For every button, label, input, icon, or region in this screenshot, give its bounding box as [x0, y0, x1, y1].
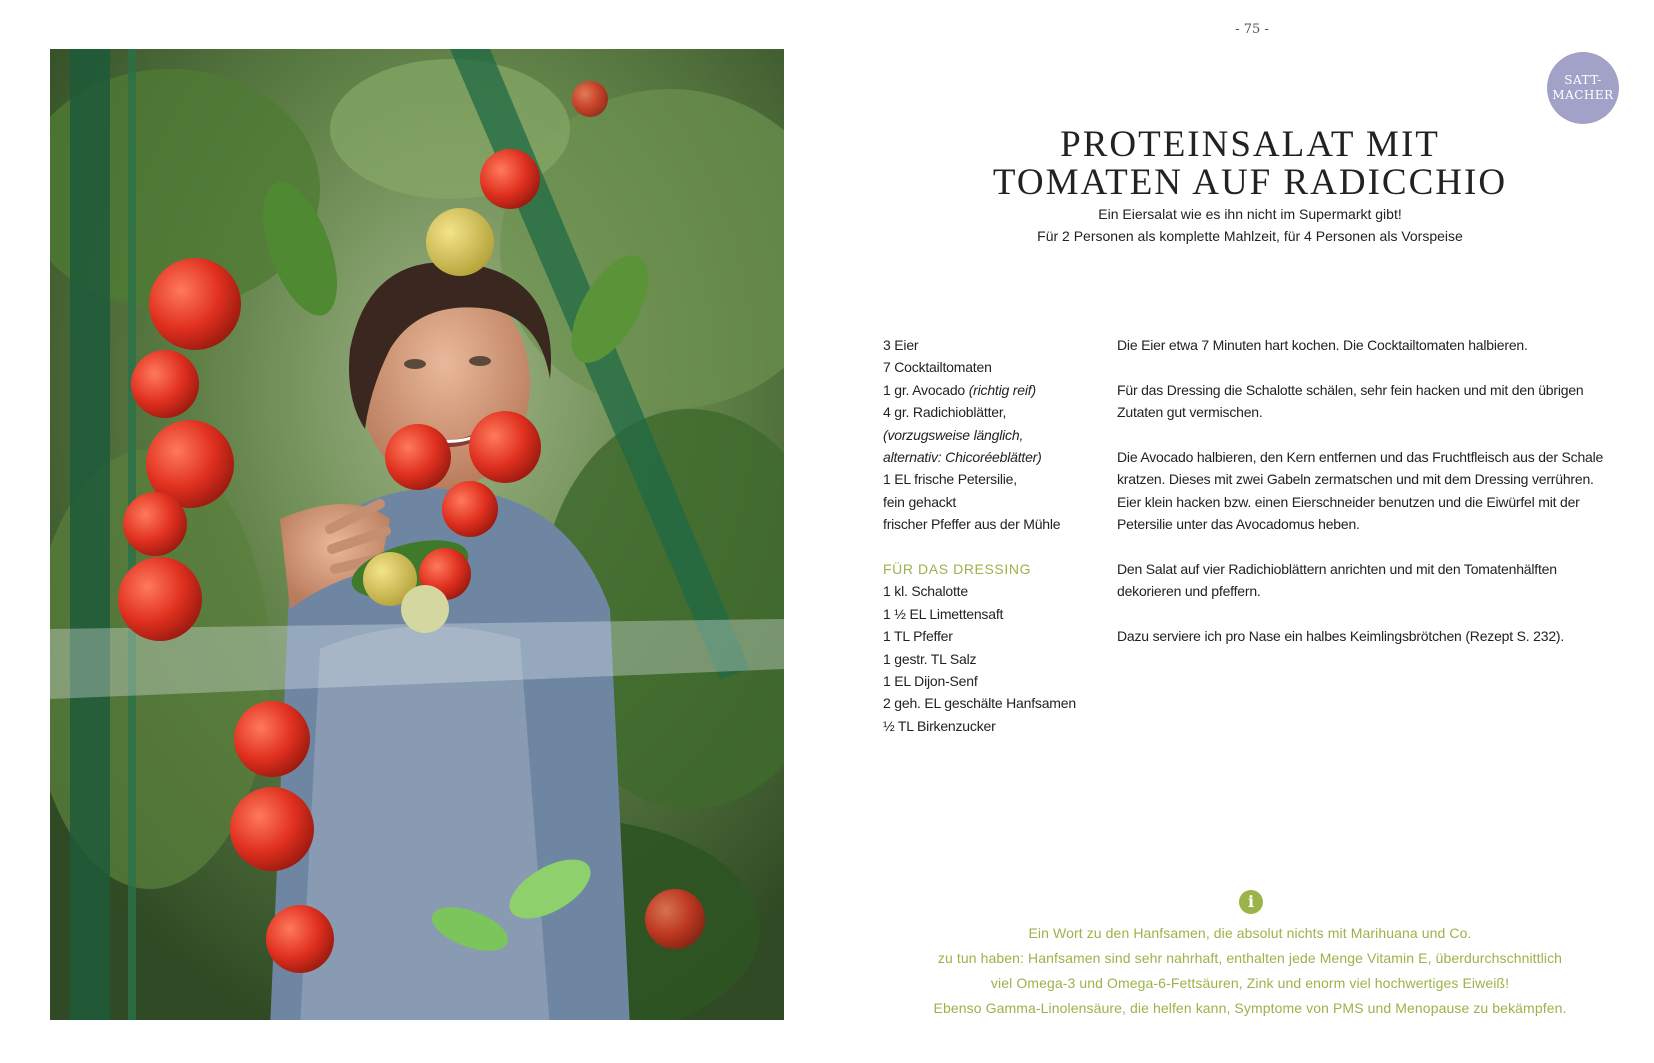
info-note-line: Ein Wort zu den Hanfsamen, die absolut nichts mit Marihuana und Co. [1028, 925, 1472, 941]
instructions [1117, 334, 1617, 670]
ingredient-item: 3 Eier [883, 337, 919, 353]
ingredient-item: 4 gr. Radichioblätter, [883, 404, 1007, 421]
info-note-line: Ebenso Gamma-Linolensäure, die helfen kann, Symptome von PMS und Menopause zu bekämpfen. [933, 1000, 1567, 1016]
ingredient-text: 1 gr. Avocado [883, 381, 965, 398]
instruction-step: Dazu serviere ich pro Nase ein halbes Keimlingsbrötchen (Rezept S. 232). [1117, 628, 1565, 645]
instruction-step: Für das Dressing die Schalotte schälen, sehr fein hacken und mit den übrigen Zutaten gut vermischen. [1117, 381, 1584, 421]
dressing-item: 1 ½ EL Limettensaft [883, 605, 1004, 622]
category-badge [1547, 52, 1619, 124]
ingredient-item [883, 379, 1113, 401]
info-note-line: viel Omega-3 und Omega-6-Fettsäuren, Zink und enorm viel hochwertiges Eiweiß! [990, 975, 1510, 991]
instruction-step: Die Eier etwa 7 Minuten hart kochen. Die Cocktailtomaten halbieren. [1117, 337, 1528, 353]
dressing-heading: FÜR DAS DRESSING [883, 561, 1032, 578]
info-icon: i [1239, 890, 1263, 914]
badge-line-2: MACHER [1552, 88, 1614, 102]
dressing-item: 1 kl. Schalotte [883, 583, 968, 600]
dressing-item: 1 EL Dijon-Senf [883, 673, 978, 690]
recipe-title [900, 126, 1600, 202]
dressing-item: 2 geh. EL geschälte Hanfsamen [883, 695, 1076, 712]
ingredient-item: fein gehackt [883, 493, 957, 510]
instruction-step: Die Avocado halbieren, den Kern entfernen und das Fruchtfleisch aus der Schale kratzen. Dieses mit zwei Gabeln zermatschen und mit dem Dressing verrühren. Eier klein hacken bzw. einen Eierschneider benutzen und die Eiwürfel mit der Petersilie unter das Avocadomus heben. [1117, 449, 1604, 533]
subtitle-line-1: Ein Eiersalat wie es ihn nicht im Supermarkt gibt! [1098, 206, 1402, 222]
ingredient-item: frischer Pfeffer aus der Mühle [883, 516, 1061, 533]
dressing-item: 1 TL Pfeffer [883, 628, 953, 645]
title-line-2: TOMATEN AUF RADICCHIO [992, 162, 1508, 203]
recipe-subtitle [900, 203, 1600, 247]
badge-line-1: SATT- [1564, 73, 1602, 87]
subtitle-line-2: Für 2 Personen als komplette Mahlzeit, für 4 Personen als Vorspeise [1037, 228, 1463, 244]
ingredient-item: alternativ: Chicoréeblätter) [883, 449, 1042, 466]
ingredient-list [883, 334, 1113, 737]
dressing-item: 1 gestr. TL Salz [883, 650, 977, 667]
instruction-step: Den Salat auf vier Radichioblättern anrichten und mit den Tomatenhälften dekorieren und pfeffern. [1117, 561, 1557, 600]
ingredient-item: 1 EL frische Petersilie, [883, 471, 1017, 488]
ingredient-item: 7 Cocktailtomaten [883, 359, 992, 376]
ingredient-note: (richtig reif) [968, 381, 1036, 398]
info-note [900, 921, 1600, 1021]
title-line-1: PROTEINSALAT MIT [1060, 124, 1440, 165]
info-note-line: zu tun haben: Hanfsamen sind sehr nahrhaft, enthalten jede Menge Vitamin E, überdurchschnittlich [937, 950, 1563, 966]
photo-woman-harvesting-tomatoes [50, 49, 784, 1020]
ingredient-item: (vorzugsweise länglich, [883, 426, 1024, 443]
page-number: - 75 - [1235, 22, 1269, 37]
recipe-photo [50, 49, 784, 1020]
dressing-item: ½ TL Birkenzucker [883, 717, 996, 734]
